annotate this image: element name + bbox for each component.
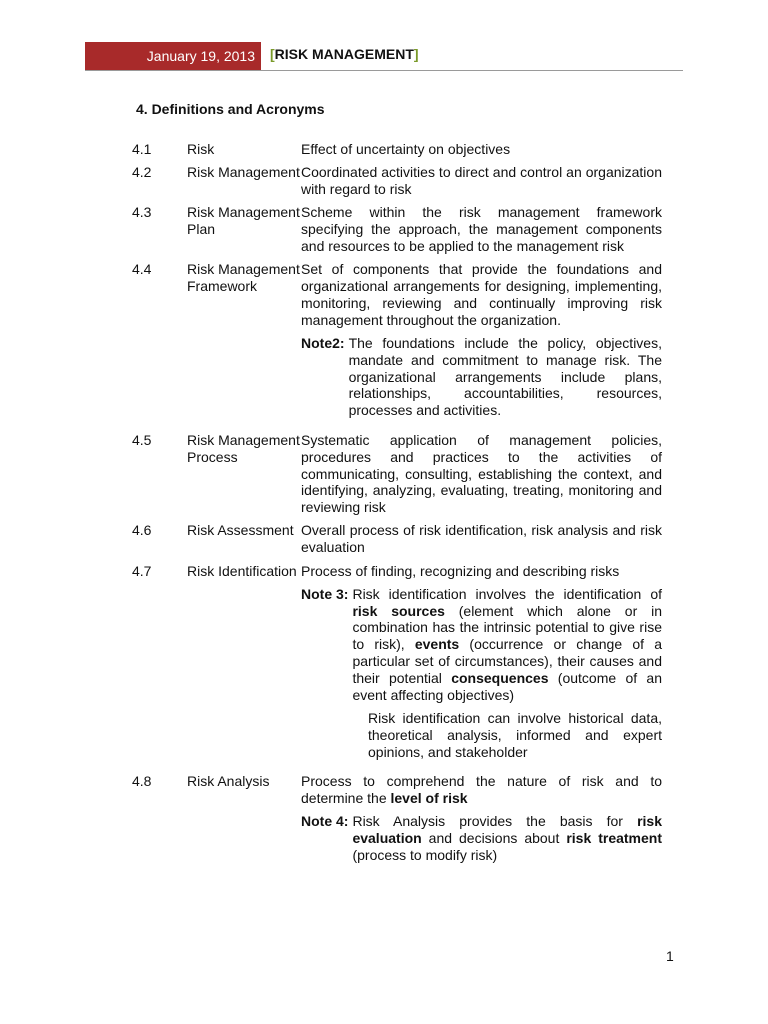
note-emphasis: risk sources	[352, 602, 445, 619]
definition-text: Set of components that provide the foundations and organizational arrangements for designing, implementing, monitoring, reviewing and continually improving risk management throughout the organization.	[301, 261, 662, 328]
definition-row	[132, 164, 662, 198]
definition-term: Risk Management Framework	[187, 261, 300, 295]
note-text-part: Risk Analysis provides the basis for	[352, 813, 638, 830]
note-emphasis: consequences	[451, 669, 549, 686]
page-number: 1	[666, 948, 674, 964]
definition-row	[132, 204, 662, 254]
definition-body	[301, 261, 662, 425]
definition-number: 4.7	[132, 562, 152, 579]
note-text-part: (outcome of an event affecting objectives)	[352, 669, 662, 703]
definition-number: 4.2	[132, 164, 152, 181]
note-text	[352, 586, 662, 704]
header-title-text: RISK MANAGEMENT	[274, 46, 414, 62]
header-title	[270, 46, 419, 62]
note-text-part: and decisions about	[421, 830, 567, 847]
definition-text: Systematic application of management policies, procedures and practices to the activities of communicating, consulting, establishing the context, and identifying, analyzing, evaluating, treating, monitoring and reviewing risk	[301, 431, 662, 516]
bracket-open: [	[270, 46, 275, 62]
definition-row	[132, 261, 662, 425]
note-text-part: (process to modify risk)	[352, 846, 498, 863]
definition-row	[132, 773, 662, 870]
definition-term: Risk	[187, 141, 215, 157]
definition-number: 4.1	[132, 141, 152, 157]
note-text-part: (element which alone or in combination has the intrinsic potential to give rise to risk),	[352, 602, 662, 653]
definition-row	[132, 141, 662, 158]
definition-emphasis: level of risk	[390, 790, 468, 807]
definition-term: Risk Management Process	[187, 431, 300, 465]
note-label: Note 4:	[301, 813, 349, 830]
section-title: 4. Definitions and Acronyms	[136, 101, 325, 117]
definition-text: Overall process of risk identification, risk analysis and risk evaluation	[301, 522, 662, 556]
definition-text: Coordinated activities to direct and control an organization with regard to risk	[301, 164, 662, 198]
definition-row	[132, 563, 662, 767]
header-rule	[85, 70, 683, 71]
note-label: Note 3:	[301, 585, 349, 602]
definition-text: Effect of uncertainty on objectives	[301, 141, 511, 157]
note-emphasis: risk evaluation	[352, 813, 662, 847]
note	[301, 586, 662, 704]
note	[301, 813, 662, 863]
note-text-part: (occurrence or change of a particular set of circumstances), their causes and their potential	[352, 636, 662, 686]
definition-term: Risk Analysis	[187, 773, 270, 790]
definition-body	[301, 773, 662, 870]
definitions-list	[132, 141, 662, 877]
definition-term: Risk Management	[187, 164, 300, 181]
definition-row	[132, 522, 662, 556]
note-text	[352, 813, 662, 863]
definition-text: Process of finding, recognizing and describing risks	[301, 562, 620, 579]
note	[301, 335, 662, 419]
definition-term: Risk Identification	[187, 562, 297, 579]
definition-body	[301, 563, 662, 767]
definition-number: 4.4	[132, 261, 152, 278]
bracket-close: ]	[413, 46, 419, 62]
definition-text	[301, 773, 662, 807]
definition-number: 4.6	[132, 522, 152, 539]
definition-number: 4.5	[132, 431, 152, 448]
definition-term: Risk Management Plan	[187, 204, 300, 238]
definition-term: Risk Assessment	[187, 522, 294, 539]
note-text-part: Risk identification involves the identification of	[352, 585, 662, 602]
definition-number: 4.3	[132, 204, 152, 221]
note-emphasis: risk treatment	[566, 830, 662, 847]
definition-text-part: Process to comprehend the nature of risk and to determine the	[301, 773, 662, 807]
note-emphasis: events	[414, 636, 460, 653]
definition-number: 4.8	[132, 773, 152, 790]
note-text: The foundations include the policy, objectives, mandate and commitment to manage risk. The organizational arrangements include plans, relationships, accountabilities, resources, processes and activities.	[348, 334, 662, 419]
note-extra-paragraph: Risk identification can involve historical data, theoretical analysis, informed and expert opinions, and stakeholder	[368, 709, 662, 760]
definition-row	[132, 432, 662, 516]
header-date: January 19, 2013	[85, 42, 261, 70]
definition-text: Scheme within the risk management framework specifying the approach, the management components and resources to be applied to the management risk	[301, 204, 662, 254]
note-label: Note2:	[301, 334, 345, 351]
